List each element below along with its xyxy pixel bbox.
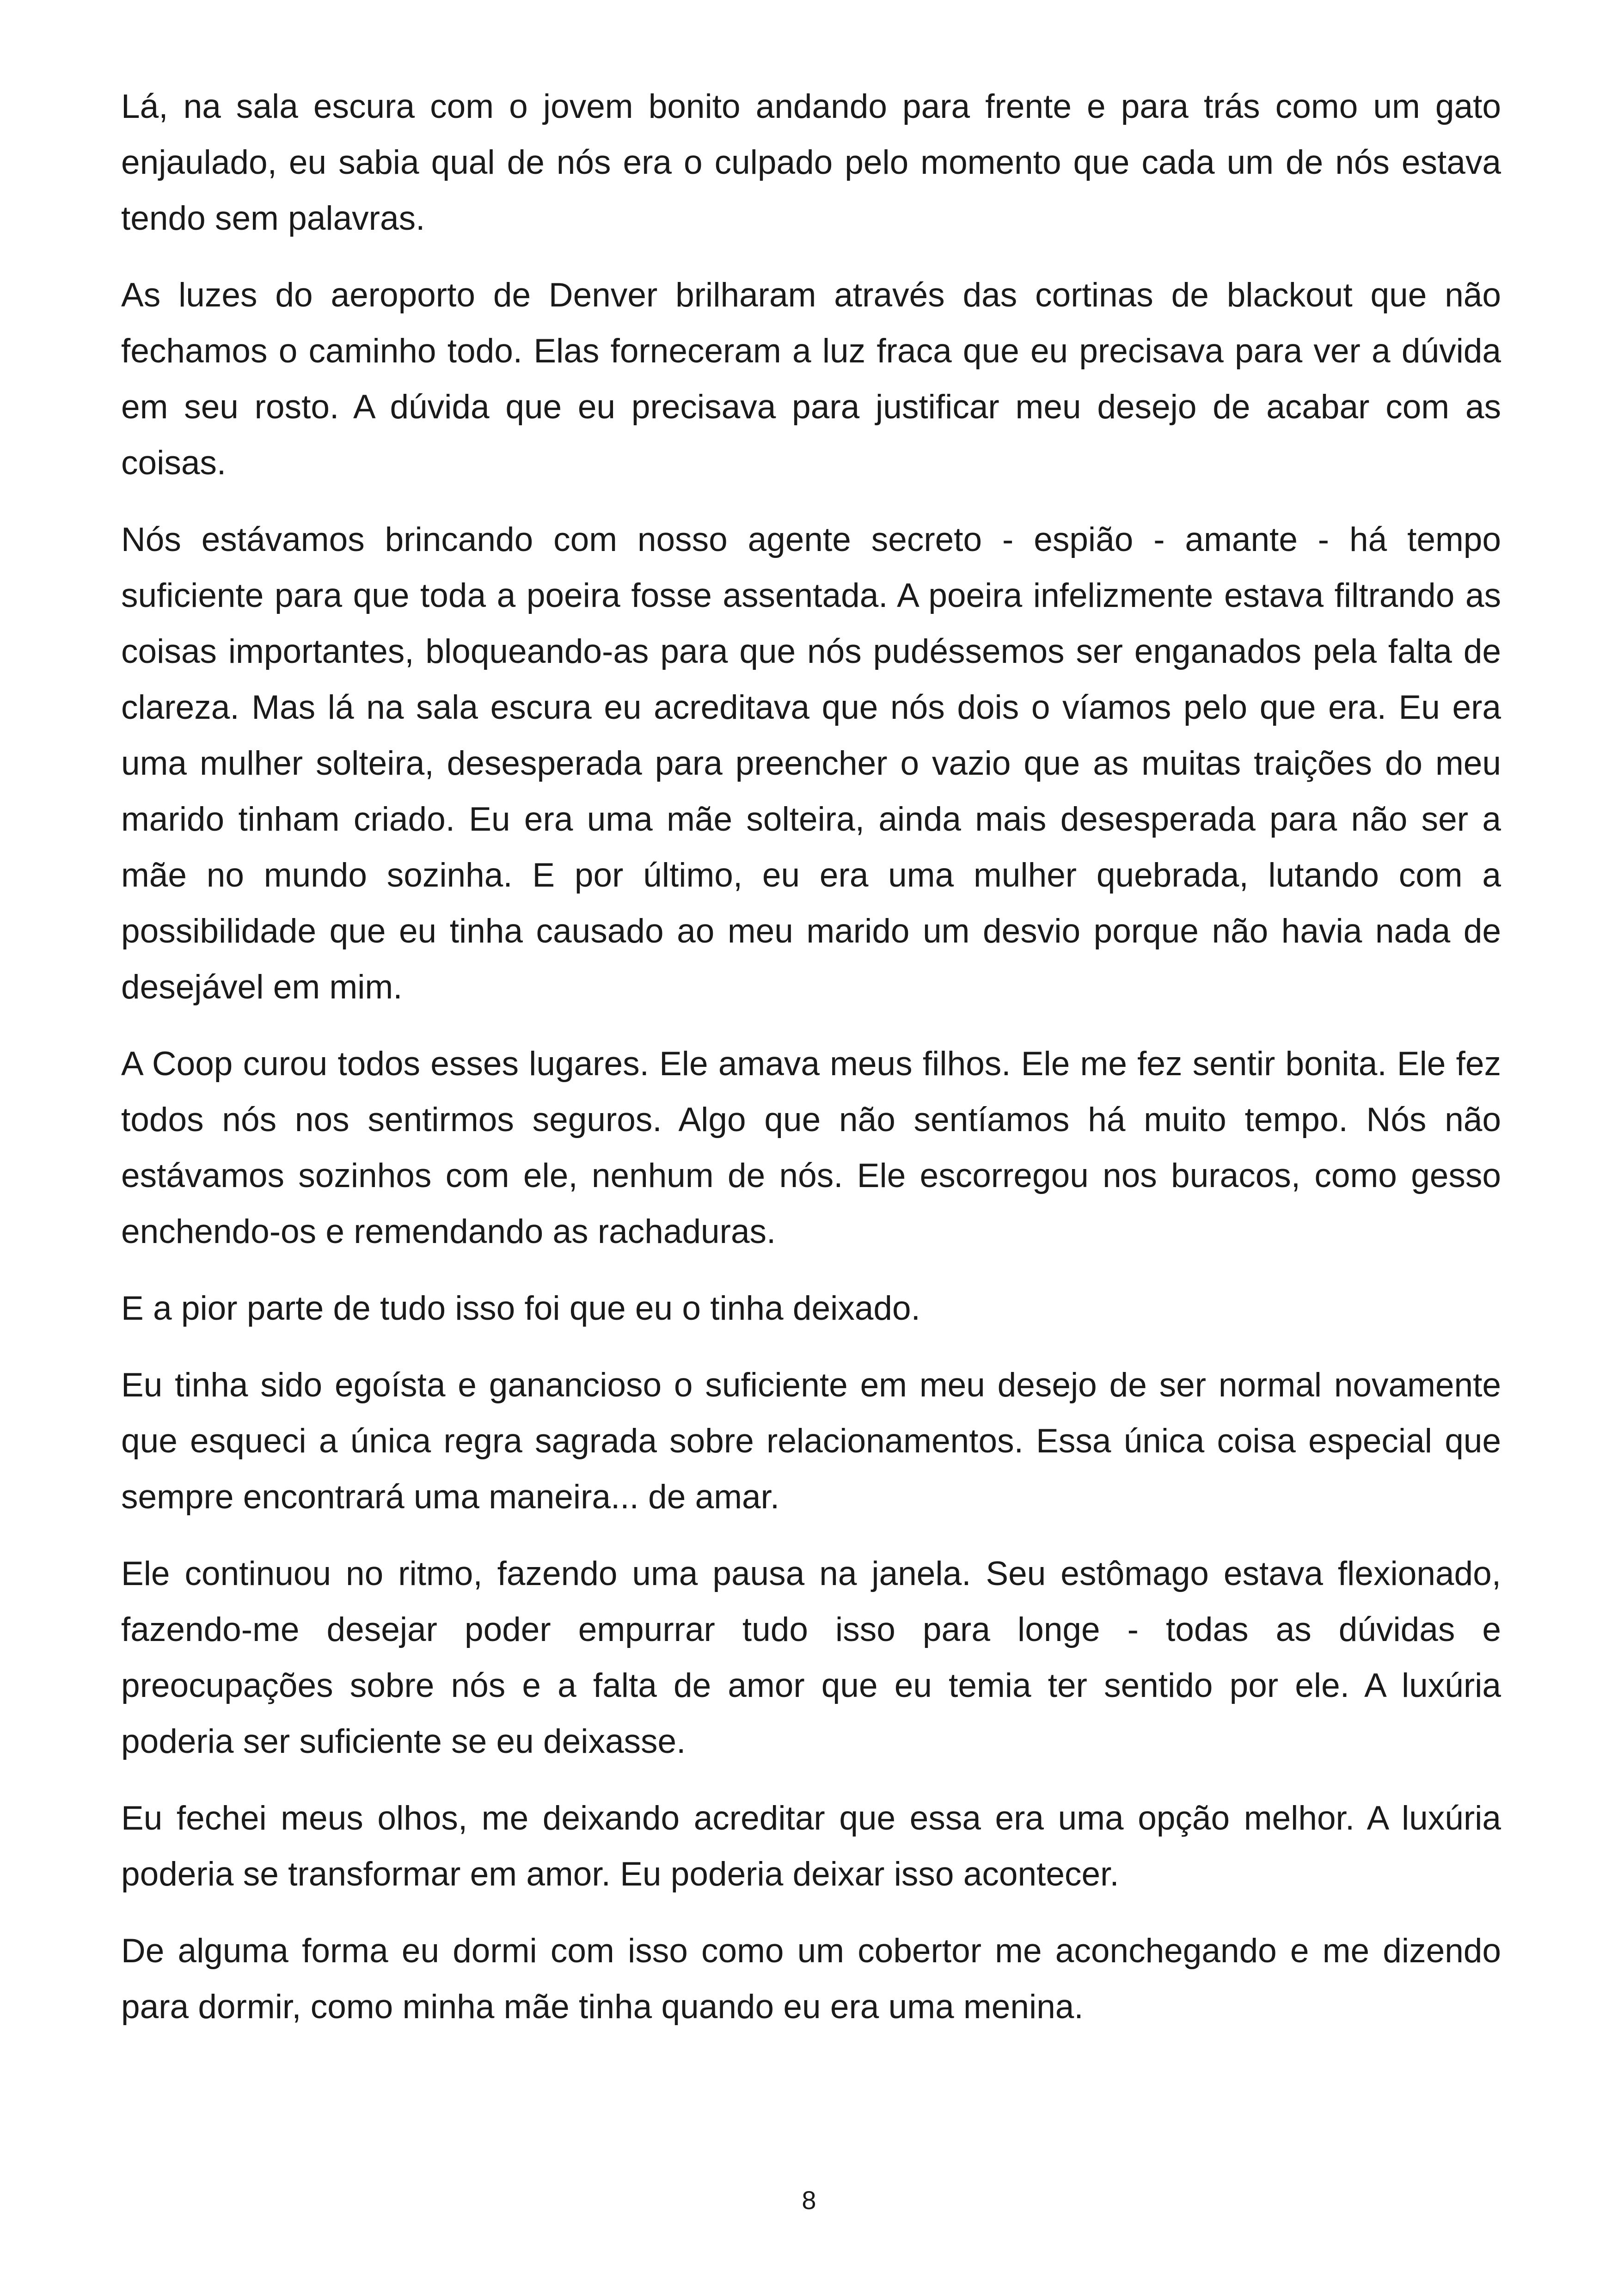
paragraph-4: A Coop curou todos esses lugares. Ele amava meus filhos. Ele me fez sentir bonita. Ele fez todos nós nos sentirmos seguros. Algo que não sentíamos há muito tempo. Nós não estávamos sozinhos com ele, nenhum de nós. Ele escorregou nos buracos, como gesso enchendo-os e remendando as rachaduras.: [121, 1045, 1501, 1250]
body-text: [121, 79, 1501, 2056]
paragraph-9: De alguma forma eu dormi com isso como um cobertor me aconchegando e me dizendo para dormir, como minha mãe tinha quando eu era uma menina.: [121, 1932, 1501, 2026]
paragraph-5: E a pior parte de tudo isso foi que eu o tinha deixado.: [121, 1290, 920, 1327]
paragraph-6: Eu tinha sido egoísta e ganancioso o suficiente em meu desejo de ser normal novamente que esqueci a única regra sagrada sobre relacionamentos. Essa única coisa especial que sempre encontrará uma maneira... de amar.: [121, 1366, 1501, 1516]
paragraph-2: As luzes do aeroporto de Denver brilharam através das cortinas de blackout que não fechamos o caminho todo. Elas forneceram a luz fraca que eu precisava para ver a dúvida em seu rosto. A dúvida que eu precisava para justificar meu desejo de acabar com as coisas.: [121, 276, 1501, 482]
paragraph-3: Nós estávamos brincando com nosso agente secreto - espião - amante - há tempo suficiente para que toda a poeira fosse assentada. A poeira infelizmente estava filtrando as coisas importantes, bloqueando-as para que nós pudéssemos ser enganados pela falta de clareza. Mas lá na sala escura eu acreditava que nós dois o víamos pelo que era. Eu era uma mulher solteira, desesperada para preencher o vazio que as muitas traições do meu marido tinham criado. Eu era uma mãe solteira, ainda mais desesperada para não ser a mãe no mundo sozinha. E por último, eu era uma mulher quebrada, lutando com a possibilidade que eu tinha causado ao meu marido um desvio porque não havia nada de desejável em mim.: [121, 521, 1501, 1006]
paragraph-7: Ele continuou no ritmo, fazendo uma pausa na janela. Seu estômago estava flexionado, fazendo-me desejar poder empurrar tudo isso para longe - todas as dúvidas e preocupações sobre nós e a falta de amor que eu temia ter sentido por ele. A luxúria poderia ser suficiente se eu deixasse.: [121, 1555, 1501, 1760]
page-number: 8: [802, 2186, 816, 2215]
paragraph-1: Lá, na sala escura com o jovem bonito andando para frente e para trás como um gato enjaulado, eu sabia qual de nós era o culpado pelo momento que cada um de nós estava tendo sem palavras.: [121, 88, 1501, 237]
paragraph-8: Eu fechei meus olhos, me deixando acreditar que essa era uma opção melhor. A luxúria poderia se transformar em amor. Eu poderia deixar isso acontecer.: [121, 1800, 1501, 1893]
